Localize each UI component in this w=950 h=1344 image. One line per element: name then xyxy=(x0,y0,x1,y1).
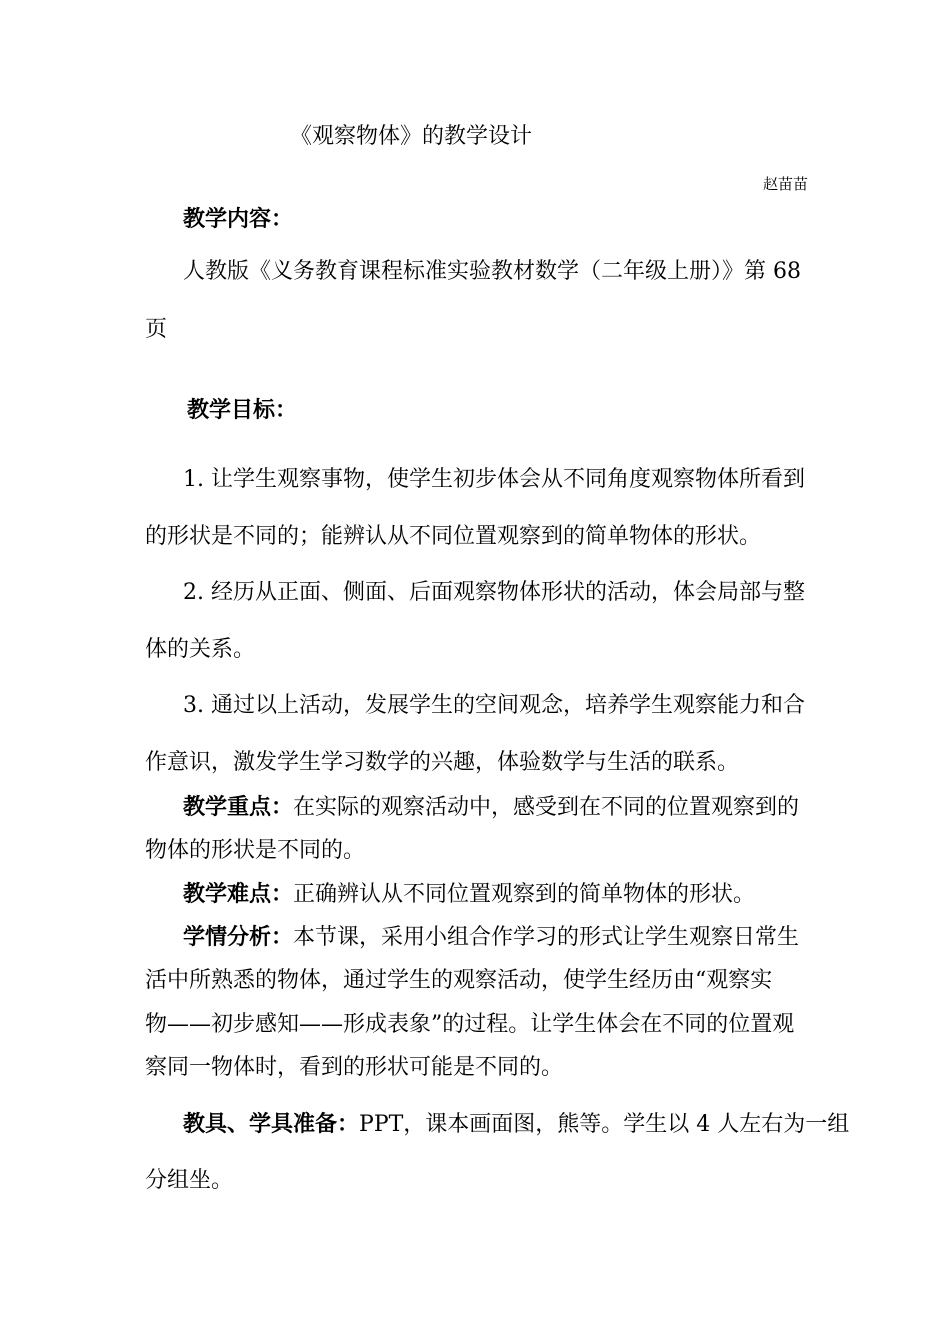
analysis-line-1 xyxy=(183,923,799,952)
objective-1-line-2: 的形状是不同的；能辨认从不同位置观察到的简单物体的形状。 xyxy=(145,524,762,549)
objectives-heading: 教学目标： xyxy=(187,397,298,423)
analysis-line-4: 察同一物体时，看到的形状可能是不同的。 xyxy=(145,1055,564,1080)
objective-2-line-2: 体的关系。 xyxy=(145,637,256,662)
content-line-1: 人教版《义务教育课程标准实验教材数学（二年级上册）》第 68 xyxy=(183,259,801,284)
content-heading: 教学内容： xyxy=(183,206,294,232)
materials-text: PPT，课本画面图，熊等。学生以 4 人左右为一组 xyxy=(359,1112,850,1137)
analysis-line-3: 物——初步感知——形成表象”的过程。让学生体会在不同的位置观 xyxy=(145,1012,795,1037)
objective-3-line-1: 3. 通过以上活动，发展学生的空间观念，培养学生观察能力和合 xyxy=(183,693,805,718)
key-point-line-2: 物体的形状是不同的。 xyxy=(145,838,366,863)
key-point-text: 在实际的观察活动中，感受到在不同的位置观察到的 xyxy=(293,795,800,820)
materials-label: 教具、学具准备： xyxy=(183,1111,360,1137)
difficulty-line xyxy=(183,880,755,909)
difficulty-label: 教学难点： xyxy=(183,881,294,907)
key-point-line-1 xyxy=(183,793,799,822)
objective-2-line-1: 2. 经历从正面、侧面、后面观察物体形状的活动，体会局部与整 xyxy=(183,580,805,605)
objective-1-line-1: 1. 让学生观察事物，使学生初步体会从不同角度观察物体所看到 xyxy=(183,467,805,492)
document-title: 《观察物体》的教学设计 xyxy=(290,124,533,149)
difficulty-text: 正确辨认从不同位置观察到的简单物体的形状。 xyxy=(293,882,756,907)
author-name: 赵苗苗 xyxy=(763,175,809,193)
content-line-2: 页 xyxy=(145,317,168,342)
materials-line-1 xyxy=(183,1110,849,1139)
materials-line-2: 分组坐。 xyxy=(145,1168,234,1193)
key-point-label: 教学重点： xyxy=(183,794,294,820)
analysis-label: 学情分析： xyxy=(183,924,294,950)
analysis-line-2: 活中所熟悉的物体，通过学生的观察活动，使学生经历由“观察实 xyxy=(145,968,773,993)
analysis-text: 本节课，采用小组合作学习的形式让学生观察日常生 xyxy=(293,925,800,950)
objective-3-line-2: 作意识，激发学生学习数学的兴趣，体验数学与生活的联系。 xyxy=(145,750,740,775)
